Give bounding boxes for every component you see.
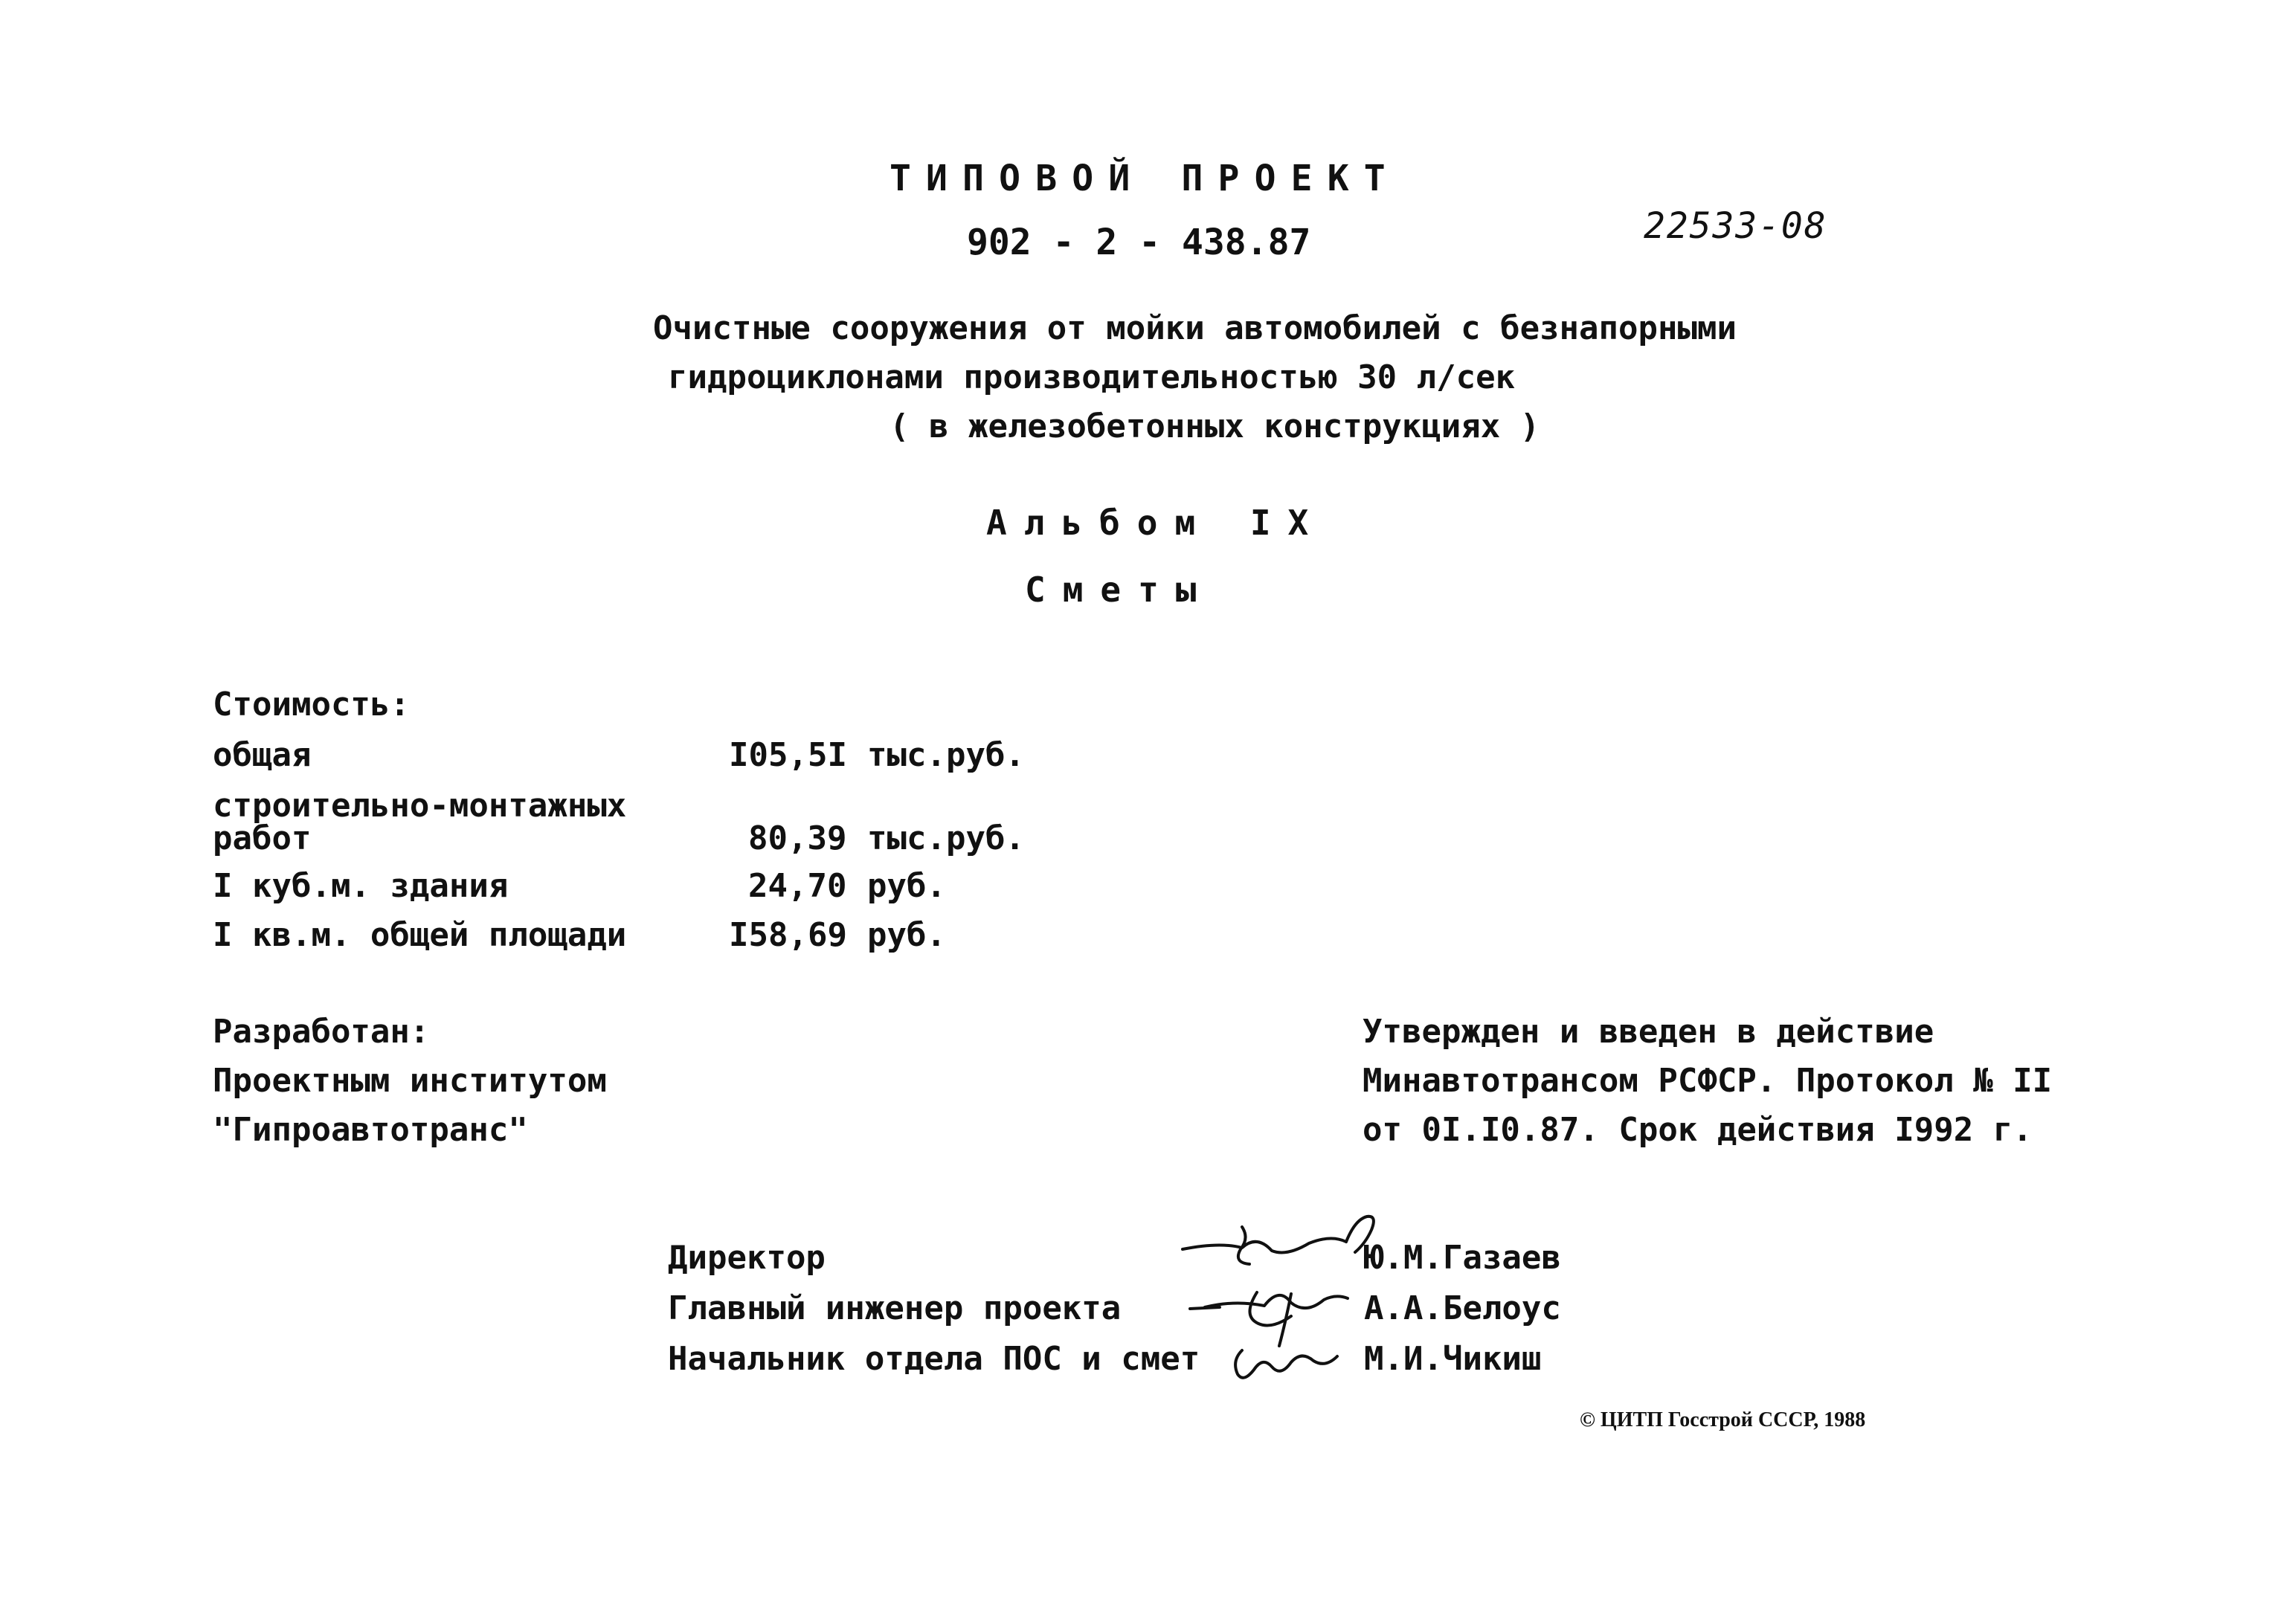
- developer-line-1: Проектным институтом: [213, 1062, 607, 1100]
- signature-name-department-head: М.И.Чикиш: [1364, 1340, 1542, 1378]
- album-subject: Сметы: [1025, 570, 1214, 610]
- approval-line-2: Минавтотрансом РСФСР. Протокол № II: [1363, 1062, 2053, 1100]
- cost-construction-value: 80,39: [748, 819, 847, 857]
- description-line-1: Очистные сооружения от мойки автомобилей с безнапорными: [653, 309, 1737, 347]
- cost-per-cubic-label: I куб.м. здания: [213, 867, 509, 905]
- signature-role-director: Директор: [668, 1239, 826, 1277]
- signature-name-director: Ю.М.Газаев: [1364, 1239, 1561, 1277]
- copyright-note: © ЦИТП Госстрой СССР, 1988: [1580, 1408, 1866, 1431]
- cost-total-label: общая: [213, 736, 312, 774]
- cost-total-unit: тыс.руб.: [867, 736, 1025, 774]
- developer-line-2: "Гипроавтотранс": [213, 1111, 528, 1149]
- cost-per-square-value: I58,69: [729, 916, 847, 954]
- project-number: 902 - 2 - 438.87: [967, 222, 1311, 263]
- approval-line-3: от 0I.I0.87. Срок действия I992 г.: [1363, 1111, 2033, 1149]
- cost-per-cubic-unit: руб.: [867, 867, 946, 905]
- cost-per-square-unit: руб.: [867, 916, 946, 954]
- description-line-2: гидроциклонами производительностью 30 л/сек: [668, 358, 1516, 396]
- developer-heading: Разработан:: [213, 1013, 430, 1051]
- cost-construction-label-2: работ: [213, 819, 312, 857]
- description-line-3: ( в железобетонных конструкциях ): [890, 407, 1540, 445]
- cost-construction-unit: тыс.руб.: [867, 819, 1025, 857]
- approval-line-1: Утвержден и введен в действие: [1363, 1013, 1934, 1051]
- cost-heading: Стоимость:: [213, 686, 410, 724]
- cost-total-value: I05,5I: [729, 736, 847, 774]
- project-type-title: ТИПОВОЙ ПРОЕКТ: [890, 158, 1400, 199]
- signature-name-chief-engineer: А.А.Белоус: [1364, 1289, 1561, 1327]
- inventory-number: 22533-08: [1644, 205, 1827, 247]
- cost-construction-label: строительно-монтажных: [213, 787, 627, 825]
- cost-per-square-label: I кв.м. общей площади: [213, 916, 627, 954]
- signature-role-chief-engineer: Главный инженер проекта: [668, 1289, 1122, 1327]
- cost-per-cubic-value: 24,70: [748, 867, 847, 905]
- handwritten-signatures: [1160, 1205, 1398, 1398]
- signature-role-department-head: Начальник отдела ПОС и смет: [668, 1340, 1200, 1378]
- album-label: Альбом IX: [986, 503, 1326, 543]
